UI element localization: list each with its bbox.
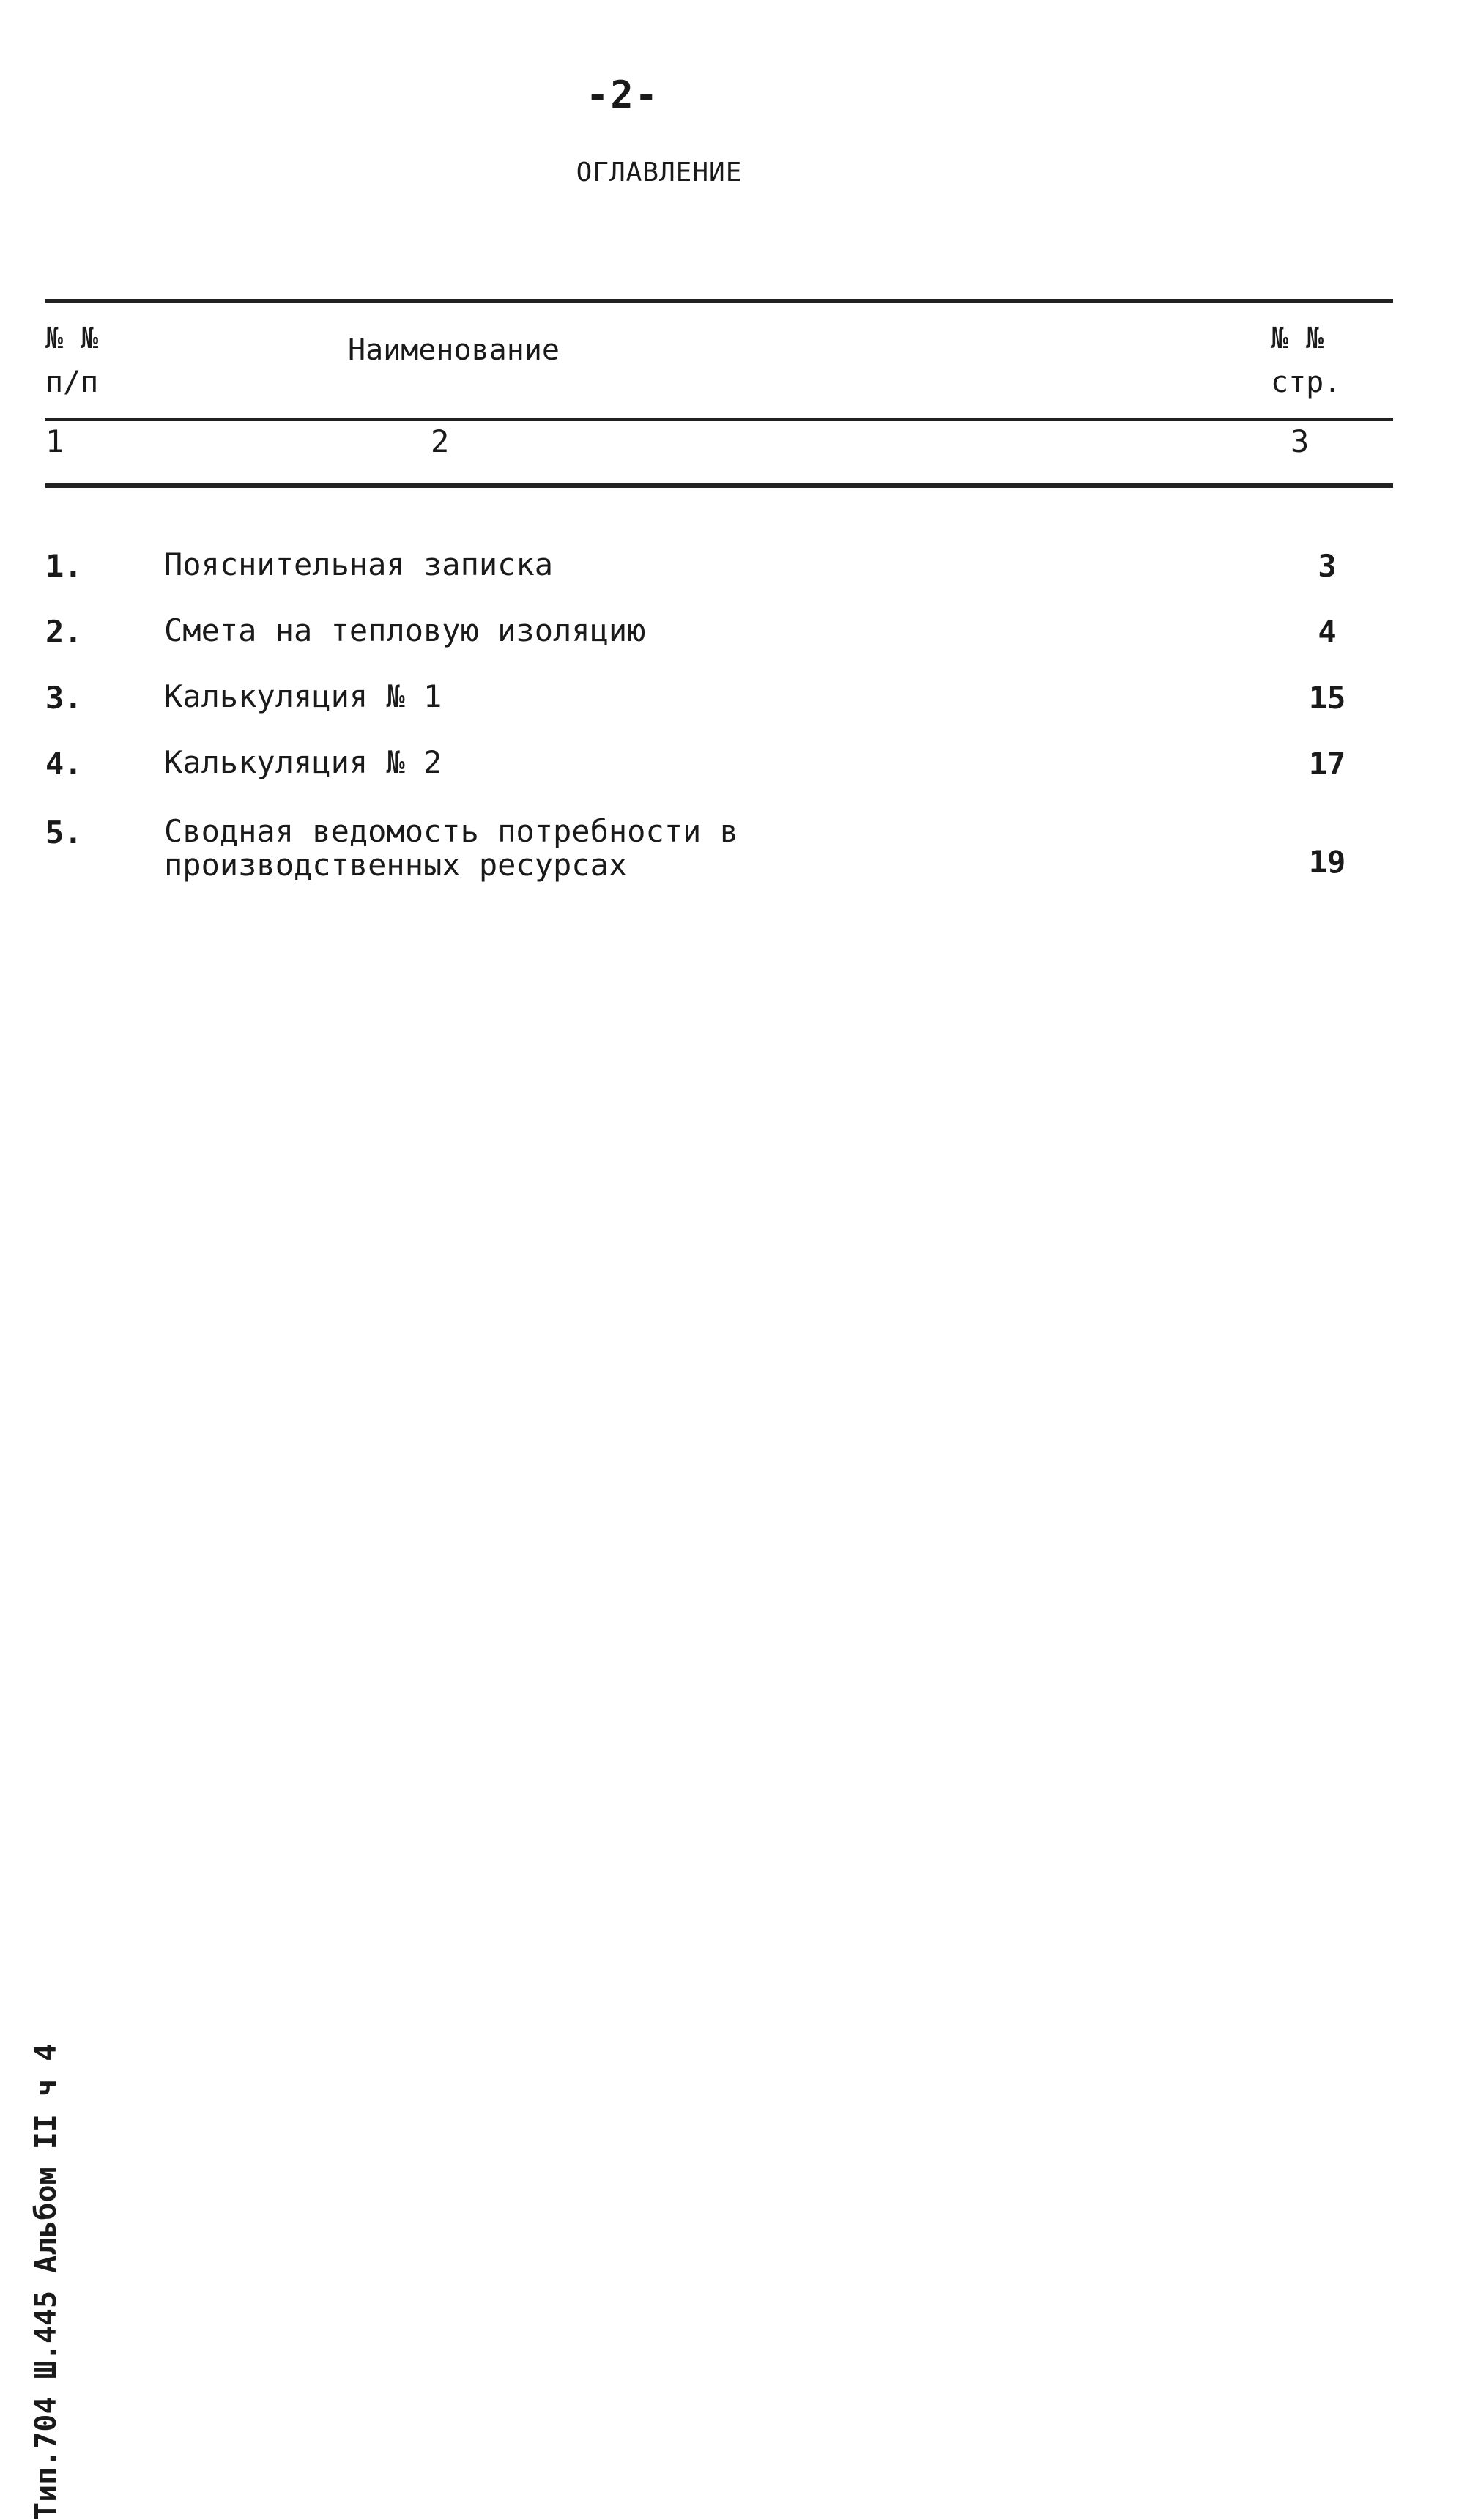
table-header-rule <box>45 418 1393 421</box>
toc-row-page: 15 <box>1308 680 1346 716</box>
page-number: -2- <box>586 73 659 117</box>
header-page-line1: № № <box>1271 322 1324 355</box>
column-number-1: 1 <box>45 423 64 459</box>
table-bottom-rule <box>45 483 1393 488</box>
toc-row-title: Смета на тепловую изоляцию <box>164 612 646 648</box>
toc-row-page: 17 <box>1308 746 1346 782</box>
toc-row-number: 4. <box>45 746 83 782</box>
header-num-line2: п/п <box>45 366 99 399</box>
toc-row-title: Пояснительная записка <box>164 546 554 582</box>
header-num-column <box>45 316 98 404</box>
toc-row-title: Сводная ведомость потребности в производственных ресурсах <box>164 813 738 883</box>
column-number-2: 2 <box>431 423 450 459</box>
toc-row-page: 19 <box>1308 844 1346 880</box>
side-stamp: Тип.704 Ш.445 Альбом II ч 4 <box>29 2043 63 2520</box>
toc-row-number: 3. <box>45 680 83 716</box>
toc-row-number: 5. <box>45 815 83 850</box>
document-title: ОГЛАВЛЕНИЕ <box>576 158 743 188</box>
toc-row-number: 2. <box>45 614 83 650</box>
header-name-column: Наименование <box>348 333 560 367</box>
toc-row-title: Калькуляция № 1 <box>164 678 442 714</box>
table-top-rule <box>45 299 1393 303</box>
header-page-column <box>1271 316 1341 404</box>
column-number-3: 3 <box>1291 423 1310 459</box>
header-num-line1: № № <box>45 322 99 355</box>
toc-row-number: 1. <box>45 548 83 584</box>
toc-row-page: 3 <box>1318 548 1337 584</box>
toc-row-page: 4 <box>1318 614 1337 650</box>
toc-row-title: Калькуляция № 2 <box>164 744 442 780</box>
header-page-line2: стр. <box>1271 366 1342 399</box>
